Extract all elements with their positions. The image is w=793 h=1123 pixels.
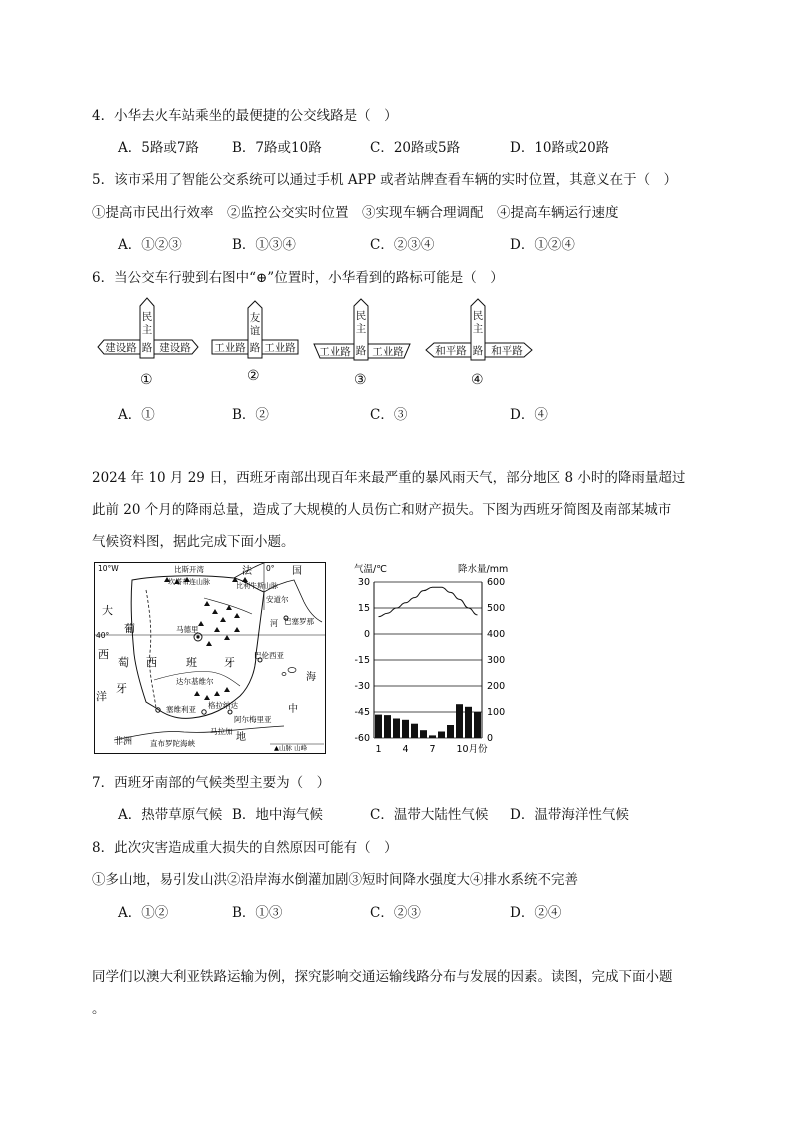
svg-text:葡: 葡 [124, 622, 135, 635]
passage2-line1: 同学们以澳大利亚铁路运输为例，探究影响交通运输线路分布与发展的因素。读图，完成下面小题 [92, 969, 673, 985]
svg-text:非洲: 非洲 [114, 737, 133, 747]
sign-1-number: ① [140, 372, 153, 388]
precip-axis-label: 降水量/mm [458, 564, 509, 575]
svg-text:直布罗陀海峡: 直布罗陀海峡 [150, 739, 195, 748]
svg-text:民: 民 [472, 310, 484, 322]
passage1-line3: 气候资料图，据此完成下面小题。 [92, 534, 295, 550]
q8-stem: 8．此次灾害造成重大损失的自然原因可能有（ ） [92, 840, 398, 856]
precip-bar [411, 724, 418, 738]
q8-option-c[interactable]: C．②③ [370, 905, 421, 921]
svg-text:工业路: 工业路 [319, 346, 351, 358]
svg-text:路: 路 [355, 345, 367, 357]
temp-tick-label: 30 [357, 577, 370, 588]
spain-map [94, 562, 326, 754]
svg-text:安道尔: 安道尔 [266, 595, 289, 604]
q6-option-a[interactable]: A．① [118, 407, 155, 423]
q6-stem: 6．当公交车行驶到右图中“⊕”位置时，小华看到的路标可能是（ ） [92, 270, 504, 286]
precip-bar [438, 732, 445, 739]
month-tick-label: 7 [429, 744, 436, 755]
q7-stem: 7．西班牙南部的气候类型主要为（ ） [92, 775, 331, 791]
precip-bar [474, 712, 481, 738]
svg-text:西: 西 [146, 656, 157, 669]
temp-tick-label: -45 [354, 707, 370, 718]
q6-option-c[interactable]: C．③ [370, 407, 408, 423]
passage1-line2: 此前 20 个月的降雨总量，造成了大规模的人员伤亡和财产损失。下图为西班牙简图及南部某城市 [92, 502, 672, 518]
svg-text:谊: 谊 [249, 325, 261, 337]
svg-text:国: 国 [292, 566, 302, 577]
svg-text:主: 主 [355, 323, 367, 335]
svg-text:友: 友 [249, 312, 261, 324]
precip-bar [465, 707, 472, 738]
sign-4-number: ④ [471, 372, 484, 388]
month-tick-label: 1 [375, 744, 382, 755]
svg-text:▲山脉 山峰: ▲山脉 山峰 [274, 744, 308, 752]
month-tick-label: 10月份 [456, 744, 488, 755]
q4-option-a[interactable]: A．5路或7路 [118, 140, 199, 156]
temp-tick-label: 15 [357, 603, 370, 614]
svg-text:比利牛斯山脉: 比利牛斯山脉 [236, 582, 278, 590]
sign-1-right: 建设路 [159, 342, 191, 354]
precip-tick-label: 200 [487, 681, 506, 692]
q5-items: ①提高市民出行效率 ②监控公交实时位置 ③实现车辆合理调配 ④提高车辆运行速度 [92, 205, 619, 221]
q5-option-a[interactable]: A．①②③ [118, 237, 182, 253]
temp-tick-label: -60 [354, 733, 370, 744]
passage2-line2: 。 [92, 1001, 106, 1017]
passage1-line1: 2024 年 10 月 29 日，西班牙南部出现百年来最严重的暴风雨天气，部分地区 8 小时的降雨量超过 [92, 470, 686, 486]
svg-text:大: 大 [102, 604, 113, 617]
svg-text:和平路: 和平路 [435, 345, 467, 357]
svg-text:洋: 洋 [96, 690, 107, 703]
road-sign-4 [424, 298, 534, 366]
svg-text:萄: 萄 [118, 656, 129, 669]
q5-option-c[interactable]: C．②③④ [370, 237, 435, 253]
q7-option-c[interactable]: C．温带大陆性气候 [370, 807, 489, 823]
precip-tick-label: 300 [487, 655, 506, 666]
svg-text:格拉纳达: 格拉纳达 [208, 701, 238, 710]
sign-1-v1: 民 [141, 311, 153, 323]
svg-text:班: 班 [186, 656, 197, 669]
svg-text:地: 地 [236, 732, 246, 743]
svg-text:和平路: 和平路 [491, 345, 523, 357]
svg-text:巴伦西亚: 巴伦西亚 [254, 651, 284, 660]
temp-tick-label: -15 [354, 655, 370, 666]
precip-bar [429, 735, 436, 738]
svg-text:巴塞罗那: 巴塞罗那 [284, 617, 314, 626]
precip-bar [393, 719, 400, 739]
precip-bar [375, 715, 382, 738]
svg-text:法: 法 [242, 566, 252, 577]
q4-stem: 4．小华去火车站乘坐的最便捷的公交线路是（ ） [92, 108, 398, 124]
sign-2-number: ② [247, 368, 260, 384]
road-sign-2 [208, 300, 302, 366]
svg-text:民: 民 [355, 310, 367, 322]
q7-option-a[interactable]: A．热带草原气候 [118, 807, 223, 823]
svg-text:工业路: 工业路 [214, 342, 246, 354]
precip-bar [384, 715, 391, 738]
q6-option-d[interactable]: D．④ [510, 407, 548, 423]
svg-text:10°W: 10°W [98, 564, 119, 573]
svg-text:主: 主 [472, 323, 484, 335]
precip-bar [447, 725, 454, 738]
climate-chart [342, 562, 522, 758]
q4-option-d[interactable]: D．10路或20路 [510, 140, 610, 156]
svg-text:0°: 0° [266, 564, 275, 573]
q4-option-b[interactable]: B．7路或10路 [232, 140, 322, 156]
q4-option-c[interactable]: C．20路或5路 [370, 140, 461, 156]
svg-text:牙: 牙 [116, 682, 127, 695]
svg-text:坎塔布连山脉: 坎塔布连山脉 [168, 578, 210, 586]
temp-tick-label: 0 [363, 629, 370, 640]
precip-tick-label: 400 [487, 629, 506, 640]
road-sign-1 [96, 296, 200, 366]
svg-text:牙: 牙 [224, 656, 235, 669]
precip-tick-label: 0 [487, 733, 494, 744]
svg-text:工业路: 工业路 [372, 346, 404, 358]
precip-bar [402, 720, 409, 738]
svg-text:比斯开湾: 比斯开湾 [174, 565, 204, 574]
svg-text:河: 河 [270, 619, 278, 628]
svg-text:西: 西 [98, 648, 109, 661]
svg-text:海: 海 [306, 672, 316, 683]
q8-items: ①多山地，易引发山洪②沿岸海水倒灌加剧③短时间降水强度大④排水系统不完善 [92, 872, 578, 888]
svg-text:塞维利亚: 塞维利亚 [166, 705, 196, 714]
road-sign-3 [312, 298, 412, 366]
temp-axis-label: 气温/℃ [354, 564, 387, 575]
svg-text:工业路: 工业路 [264, 342, 296, 354]
sign-1-v3: 路 [141, 342, 153, 354]
precip-tick-label: 500 [487, 603, 506, 614]
svg-text:中: 中 [288, 704, 298, 715]
svg-text:路: 路 [249, 342, 261, 354]
svg-text:马拉加: 马拉加 [210, 727, 233, 736]
q8-option-d[interactable]: D．②④ [510, 905, 562, 921]
temperature-line [379, 587, 478, 616]
precip-tick-label: 600 [487, 577, 506, 588]
q8-option-b[interactable]: B．①③ [232, 905, 283, 921]
q7-option-d[interactable]: D．温带海洋性气候 [510, 807, 629, 823]
svg-text:路: 路 [472, 345, 484, 357]
precip-tick-label: 100 [487, 707, 506, 718]
precip-bar [456, 704, 463, 738]
svg-text:40°: 40° [96, 631, 110, 640]
q5-option-b[interactable]: B．①③④ [232, 237, 296, 253]
svg-text:阿尔梅里亚: 阿尔梅里亚 [234, 715, 272, 724]
svg-text:达尔基维尔: 达尔基维尔 [176, 677, 214, 686]
q6-option-b[interactable]: B．② [232, 407, 269, 423]
month-tick-label: 4 [402, 744, 409, 755]
sign-1-v2: 主 [141, 324, 153, 336]
q7-option-b[interactable]: B．地中海气候 [232, 807, 323, 823]
q5-option-d[interactable]: D．①②④ [510, 237, 575, 253]
q5-stem: 5．该市采用了智能公交系统可以通过手机 APP 或者站牌查看车辆的实时位置，其意义在于（ ） [92, 172, 678, 188]
sign-3-number: ③ [354, 372, 367, 388]
svg-text:马德里: 马德里 [176, 625, 199, 634]
sign-1-left: 建设路 [105, 342, 137, 354]
precip-bar [420, 730, 427, 738]
q8-option-a[interactable]: A．①② [118, 905, 169, 921]
temp-tick-label: -30 [354, 681, 370, 692]
